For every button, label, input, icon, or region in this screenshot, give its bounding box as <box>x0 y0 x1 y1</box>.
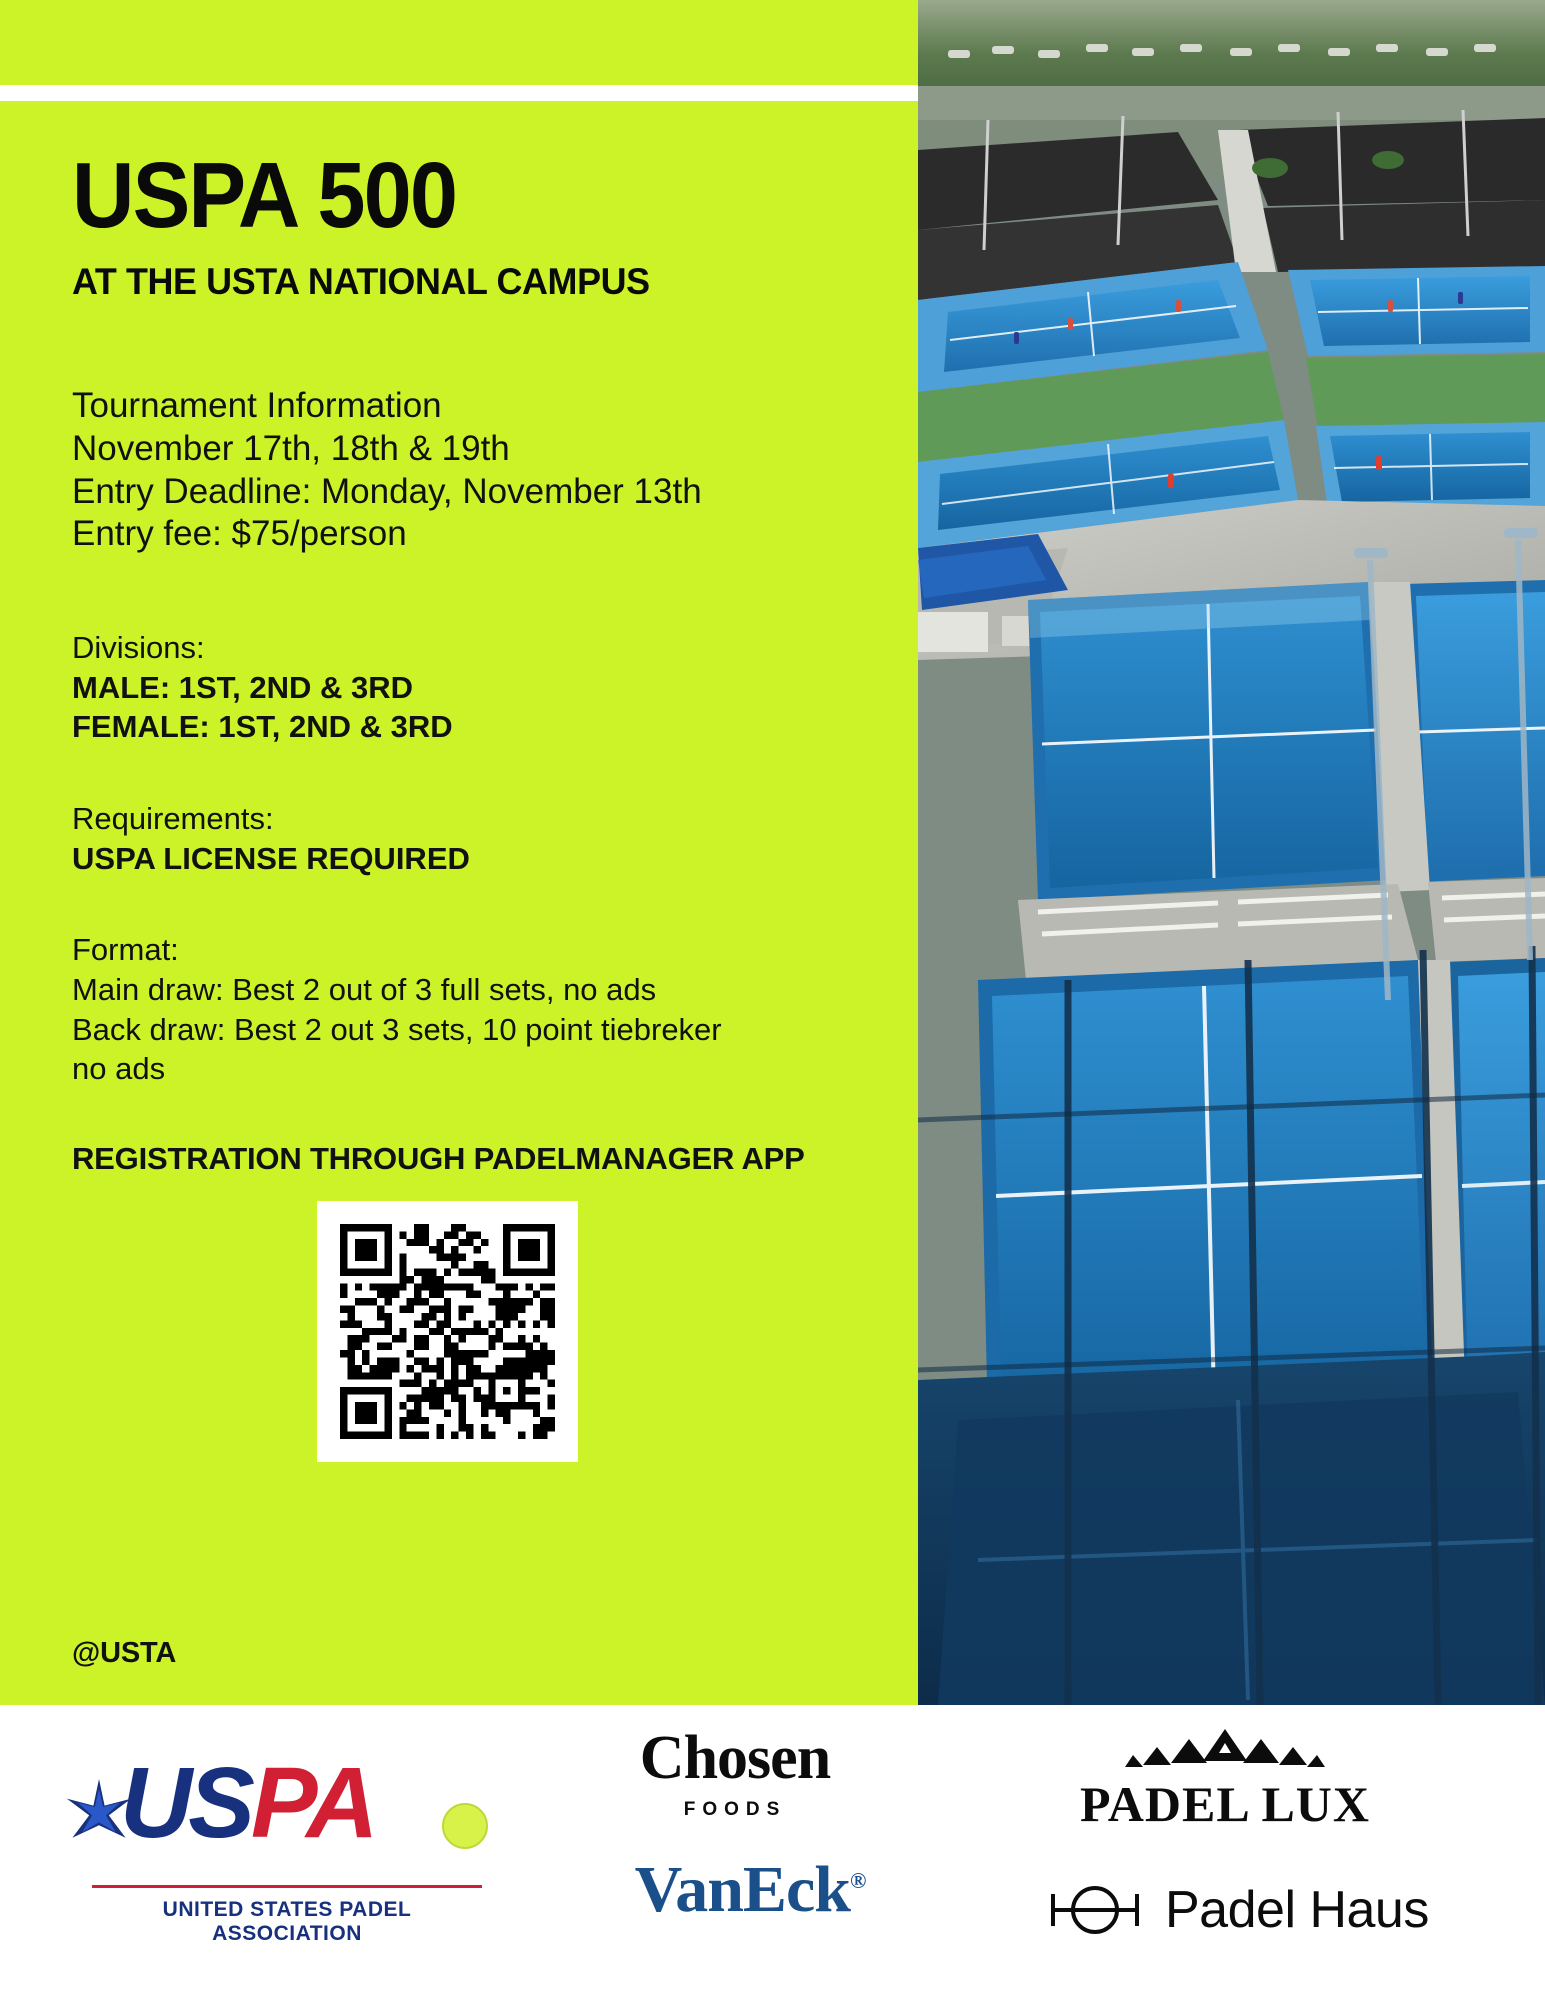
qr-code-icon[interactable] <box>340 1224 555 1439</box>
uspa-tagline: UNITED STATES PADEL ASSOCIATION <box>92 1885 482 1946</box>
tournament-info-heading: Tournament Information <box>72 386 442 426</box>
chosen-foods-wordmark: Chosen <box>639 1724 831 1792</box>
venue-photo <box>918 0 1545 1705</box>
requirements-line: USPA LICENSE REQUIRED <box>72 840 470 876</box>
requirements-block <box>72 799 858 878</box>
tournament-information-block <box>72 385 858 556</box>
vaneck-registered-mark: ® <box>849 1868 866 1893</box>
vaneck-wordmark <box>600 1853 900 1926</box>
sponsor-padel-lux <box>1060 1727 1390 1842</box>
sponsor-footer <box>0 1705 1545 2000</box>
tennis-ball-icon <box>442 1803 488 1849</box>
padel-haus-mark-icon <box>1045 1880 1145 1940</box>
venue-photo-graphic <box>918 0 1545 1705</box>
format-main-draw: Main draw: Best 2 out of 3 full sets, no ads <box>72 972 657 1008</box>
crown-icon <box>1125 1727 1325 1773</box>
sponsor-padel-haus <box>1045 1865 1435 1955</box>
format-back-draw: Back draw: Best 2 out 3 sets, 10 point tiebreker <box>72 1011 722 1047</box>
entry-fee: Entry fee: $75/person <box>72 514 407 554</box>
divisions-male: MALE: 1ST, 2ND & 3RD <box>72 669 414 705</box>
top-accent-strip <box>0 0 918 85</box>
page-subtitle: AT THE USTA NATIONAL CAMPUS <box>72 261 650 303</box>
sponsor-vaneck <box>600 1853 900 1947</box>
uspa-wordmark-pa: PA <box>250 1747 375 1859</box>
registration-note: REGISTRATION THROUGH PADELMANAGER APP <box>72 1141 805 1177</box>
content-panel <box>0 101 918 1601</box>
divisions-female: FEMALE: 1ST, 2ND & 3RD <box>72 709 453 745</box>
padel-haus-wordmark: Padel Haus <box>1165 1881 1429 1939</box>
tournament-dates: November 17th, 18th & 19th <box>72 429 510 469</box>
social-handle: @USTA <box>72 1636 177 1669</box>
vaneck-name: VanEck <box>634 1853 850 1926</box>
uspa-wordmark <box>120 1747 375 1859</box>
divisions-block <box>72 628 858 747</box>
page-title: USPA 500 <box>72 143 457 247</box>
social-handle-bar <box>0 1601 918 1705</box>
padel-lux-wordmark: PADEL LUX <box>1079 1776 1371 1832</box>
sponsor-uspa-logo <box>60 1735 500 1950</box>
format-heading: Format: <box>72 932 179 968</box>
top-white-gap <box>0 85 918 101</box>
format-back-draw-cont: no ads <box>72 1051 166 1087</box>
qr-code-panel[interactable] <box>317 1201 578 1462</box>
format-block <box>72 930 858 1089</box>
requirements-heading: Requirements: <box>72 801 274 837</box>
entry-deadline: Entry Deadline: Monday, November 13th <box>72 471 702 511</box>
divisions-heading: Divisions: <box>72 630 205 666</box>
sponsor-chosen-foods <box>600 1724 870 1837</box>
uspa-wordmark-us: US <box>120 1747 251 1859</box>
chosen-foods-subtext: FOODS <box>683 1799 787 1820</box>
